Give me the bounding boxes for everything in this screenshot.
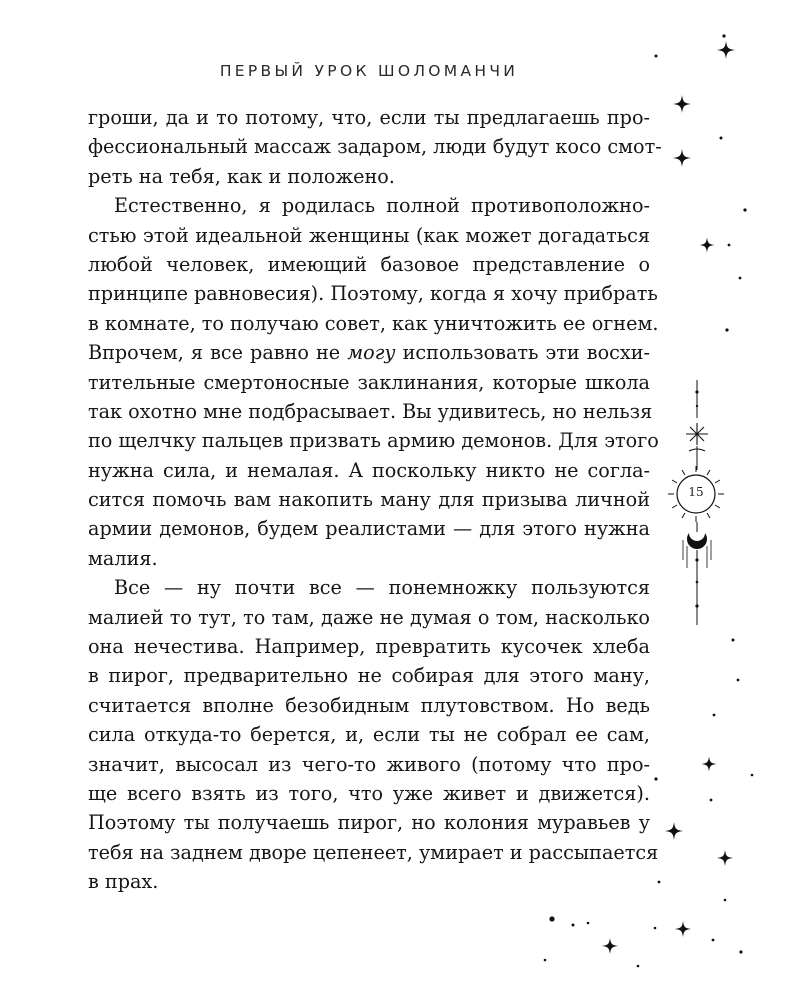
text-line: малия. — [88, 546, 158, 570]
text-line: Поэтому ты получаешь пирог, но колония муравьев у — [88, 811, 650, 835]
text-line: сится помочь вам накопить ману для призыва личной — [88, 488, 650, 512]
paragraph-start-line: Естественно, я родилась полной противоположно- — [114, 194, 650, 218]
paragraph-start-line: Все — ну почти все — понемножку пользуются — [114, 576, 650, 600]
text-line: любой человек, имеющий базовое представление о — [88, 252, 650, 276]
emphasis-word: могу — [347, 341, 396, 365]
star-icon — [717, 41, 735, 59]
text-line: сила откуда-то берется, и, если ты не собрал ее сам, — [88, 723, 650, 747]
star-icon — [673, 95, 691, 113]
text-line: нужна сила, и немалая. А поскольку никто не согла- — [88, 458, 650, 482]
star-icon — [717, 850, 733, 866]
text-line: тительные смертоносные заклинания, которые школа — [88, 370, 650, 394]
text-line: считается вполне безобидным плутовством. Но ведь — [88, 693, 650, 717]
text-line: тебя на заднем дворе цепенеет, умирает и рассыпается — [88, 840, 659, 864]
text-line: по щелчку пальцев призвать армию демонов. Для этого — [88, 429, 659, 453]
text-line: она нечестива. Например, превратить кусочек хлеба — [88, 635, 650, 659]
star-icon — [673, 149, 691, 167]
text-fragment: Впрочем, я все равно не — [88, 341, 348, 365]
text-line: принципе равновесия). Поэтому, когда я хочу прибрать — [88, 282, 658, 306]
text-line: значит, высосал из чего-то живого (потому что про- — [88, 752, 650, 776]
text-line: в прах. — [88, 870, 159, 894]
text-line: в пирог, предварительно не собирая для этого ману, — [88, 664, 650, 688]
text-line: гроши, да и то потому, что, если ты предлагаешь про- — [88, 106, 650, 129]
star-icon — [701, 756, 716, 771]
text-fragment: использовать эти восхи- — [395, 341, 650, 365]
text-line: реть на тебя, как и положено. — [88, 164, 395, 188]
star-icon — [602, 938, 618, 954]
star-icon — [675, 921, 691, 937]
page-number: 15 — [688, 485, 704, 499]
dot-stars — [544, 34, 754, 967]
text-line: в комнате, то получаю совет, как уничтожить ее огнем. — [88, 311, 659, 335]
star-icon — [665, 822, 683, 840]
text-line: фессиональный массаж задаром, люди будут косо смот- — [88, 135, 662, 159]
star-icon — [699, 237, 714, 252]
text-line: так охотно мне подбрасывает. Вы удивитесь, но нельзя — [88, 399, 653, 423]
text-line: ще всего взять из того, что уже живет и движется). — [88, 781, 650, 805]
text-line: стью этой идеальной женщины (как может догадаться — [88, 223, 650, 247]
running-head: ПЕРВЫЙ УРОК ШОЛОМАНЧИ — [219, 62, 519, 80]
page-ornament — [668, 380, 724, 625]
text-line: малией то тут, то там, даже не думая о том, насколько — [88, 605, 650, 629]
text-line: армии демонов, будем реалистами — для этого нужна — [88, 517, 650, 541]
